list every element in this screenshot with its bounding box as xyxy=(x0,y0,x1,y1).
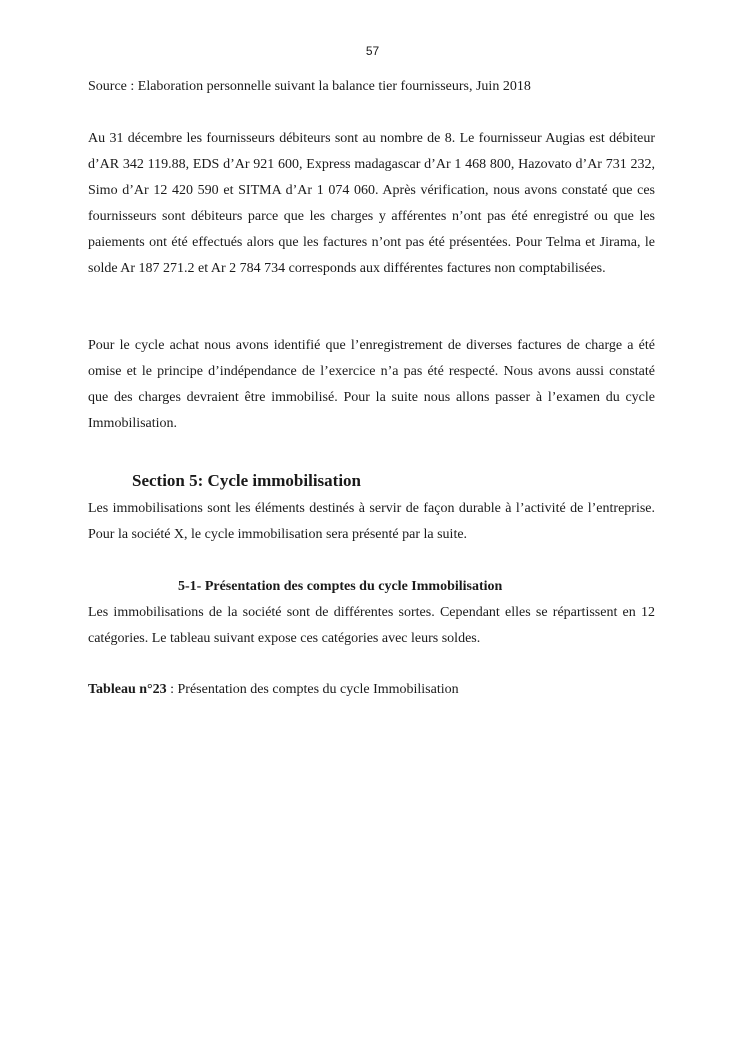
paragraph-cycle-achat: Pour le cycle achat nous avons identifié que l’enregistrement de diverses factures de charge a été omise et le principe d’indépendance de l’exercice n’a pas été respecté. Nous avons aussi constaté que des charges devraient être immobilisé. Pour la suite nous allons passer à l’examen du cycle Immobilisation. xyxy=(88,338,655,431)
paragraph-fournisseurs-debiteurs: Au 31 décembre les fournisseurs débiteurs sont au nombre de 8. Le fournisseur Augias est débiteur d’AR 342 119.88, EDS d’Ar 921 600, Express madagascar d’Ar 1 468 800, Hazovato d’Ar 731 232, Simo d’Ar 12 420 590 et SITMA d’Ar 1 074 060. Après vérification, nous avons constaté que ces fournisseurs sont débiteurs parce que les charges y afférentes n’ont pas été enregistré ou que les paiements ont été effectués alors que les factures n’ont pas été présentées. Pour Telma et Jirama, le solde Ar 187 271.2 et Ar 2 784 734 corresponds aux différentes factures non comptabilisées. xyxy=(88,131,655,276)
paragraph-immobilisations-definition: Les immobilisations sont les éléments destinés à servir de façon durable à l’activité de l’entreprise. Pour la société X, le cycle immobilisation sera présenté par la suite. xyxy=(88,501,655,542)
subsection-title: 5-1- Présentation des comptes du cycle Immobilisation xyxy=(178,579,503,594)
table-caption-text: : Présentation des comptes du cycle Immobilisation xyxy=(166,682,459,697)
table-caption-label: Tableau n°23 xyxy=(88,682,167,697)
paragraph-categories: Les immobilisations de la société sont de différentes sortes. Cependant elles se répartissent en 12 catégories. Le tableau suivant expose ces catégories avec leurs soldes. xyxy=(88,605,655,646)
table-caption xyxy=(88,677,655,703)
page-number: 57 xyxy=(365,44,380,58)
section-title: Section 5: Cycle immobilisation xyxy=(132,471,362,490)
source-note: Source : Elaboration personnelle suivant la balance tier fournisseurs, Juin 2018 xyxy=(88,79,531,94)
